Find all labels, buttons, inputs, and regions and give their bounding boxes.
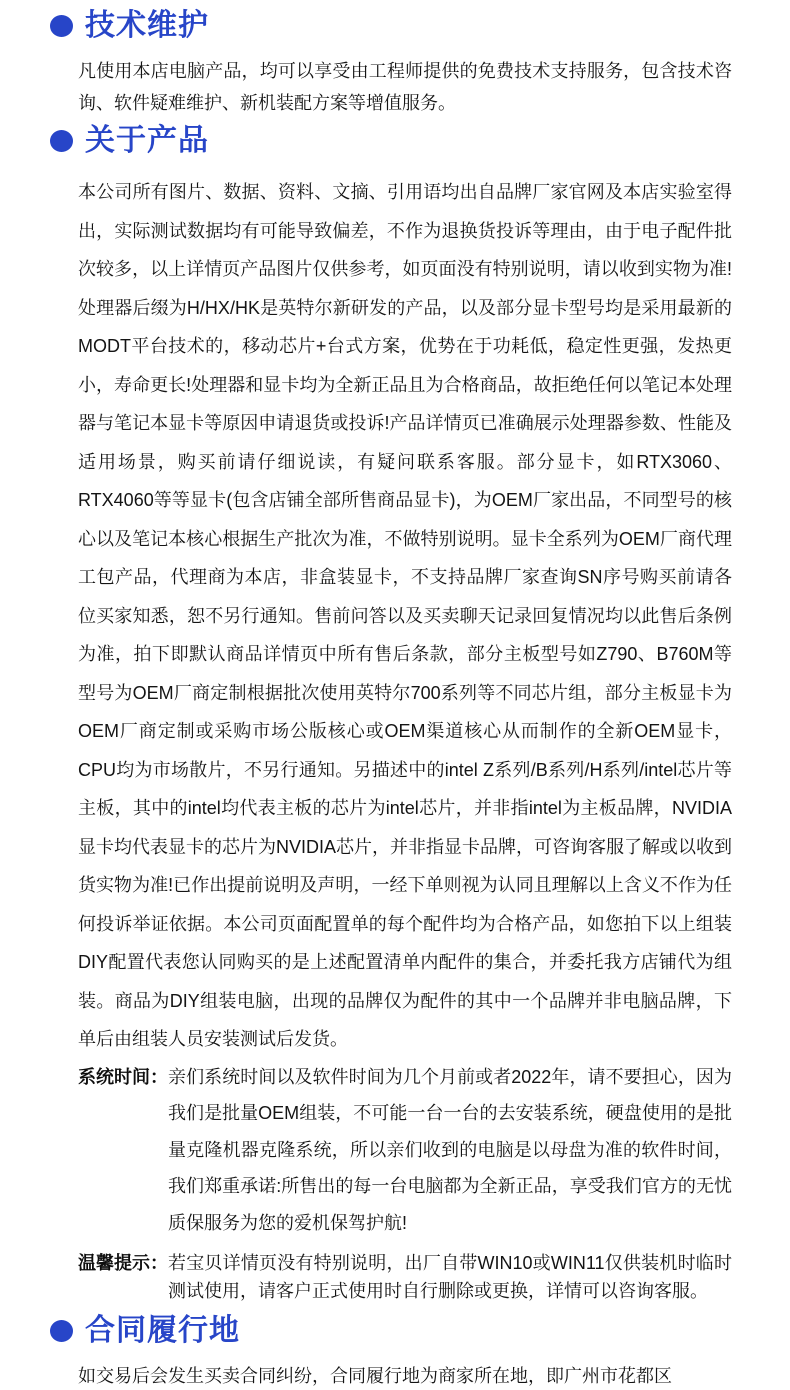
section-heading-row: [0, 1313, 790, 1349]
tech-maintenance-text: 凡使用本店电脑产品，均可以享受由工程师提供的免费技术支持服务，包含技术咨询、软件疑难维护、新机装配方案等增值服务。: [78, 61, 732, 113]
note-warm-tip-label: 温馨提示：: [78, 1253, 168, 1273]
bullet-icon: [50, 1320, 73, 1342]
bullet-icon: [50, 15, 73, 37]
about-product-text: 本公司所有图片、数据、资料、文摘、引用语均出自品牌厂家官网及本店实验室得出，实际测试数据均有可能导致偏差，不作为退换货投诉等理由，由于电子配件批次较多，以上详情页产品图片仅供参考，如页面没有特别说明，请以收到实物为准!处理器后缀为H/HX/HK是英特尔新研发的产品，以及部分显卡型号均是采用最新的MODT平台技术的，移动芯片+台式方案，优势在于功耗低，稳定性更强，发热更小，寿命更长!处理器和显卡均为全新正品且为合格商品，故拒绝任何以笔记本处理器与笔记本显卡等原因申请退货或投诉!产品详情页已准确展示处理器参数、性能及适用场景，购买前请仔细说读，有疑问联系客服。部分显卡，如RTX3060、RTX4060等等显卡(包含店铺全部所售商品显卡)，为OEM厂家出品，不同型号的核心以及笔记本核心根据生产批次为准，不做特别说明。显卡全系列为OEM厂商代理工包产品，代理商为本店，非盒装显卡，不支持品牌厂家查询SN序号购买前请各位买家知悉，恕不另行通知。售前问答以及买卖聊天记录回复情况均以此售后条例为准，拍下即默认商品详情页中所有售后条款，部分主板型号如Z790、B760M等型号为OEM厂商定制根据批次使用英特尔700系列等不同芯片组，部分主板显卡为OEM厂商定制或采购市场公版核心或OEM渠道核心从而制作的全新OEM显卡，CPU均为市场散片，不另行通知。另描述中的intel Z系列/B系列/H系列/intel芯片等主板，其中的intel均代表主板的芯片为intel芯片，并非指intel为主板品牌，NVIDIA显卡均代表显卡的芯片为NVIDIA芯片，并非指显卡品牌，可咨询客服了解或以收到货实物为准!已作出提前说明及声明，一经下单则视为认同且理解以上含义不作为任何投诉举证依据。本公司页面配置单的每个配件均为合格产品，如您拍下以上组装DIY配置代表您认同购买的是上述配置清单内配件的集合，并委托我方店铺代为组装。商品为DIY组装电脑，出现的品牌仅为配件的其中一个品牌并非电脑品牌，下单后由组装人员安装测试后发货。: [78, 182, 733, 1049]
note-system-time: [78, 1059, 732, 1242]
note-system-time-text: 亲们系统时间以及软件时间为几个月前或者2022年，请不要担心，因为我们是批量OEM组装，不可能一台一台的去安装系统，硬盘使用的是批量克隆机器克隆系统，所以亲们收到的电脑是以母盘为准的软件时间，我们郑重承诺:所售出的每一台电脑都为全新正品，享受我们官方的无忧质保服务为您的爱机保驾护航!: [168, 1066, 732, 1233]
section-heading-row: [0, 123, 790, 159]
note-system-time-label: 系统时间：: [78, 1066, 168, 1087]
section-title-tech-maintenance: 技术维护: [85, 9, 209, 42]
bullet-icon: [50, 130, 73, 152]
contract-place-text: 如交易后会发生买卖合同纠纷，合同履行地为商家所在地，即广州市花都区: [78, 1366, 672, 1386]
section-contract-place: [0, 1313, 790, 1390]
section-heading-row: [0, 8, 790, 44]
section-title-contract-place: 合同履行地: [85, 1314, 240, 1347]
note-warm-tip-text: 若宝贝详情页没有特别说明，出厂自带WIN10或WIN11仅供装机时临时测试使用，请客户正式使用时自行删除或更换，详情可以咨询客服。: [168, 1253, 732, 1301]
section-about-product: [0, 123, 790, 1305]
section-title-about-product: 关于产品: [85, 124, 209, 157]
note-warm-tip: [78, 1249, 732, 1305]
section-tech-maintenance: [0, 8, 790, 119]
